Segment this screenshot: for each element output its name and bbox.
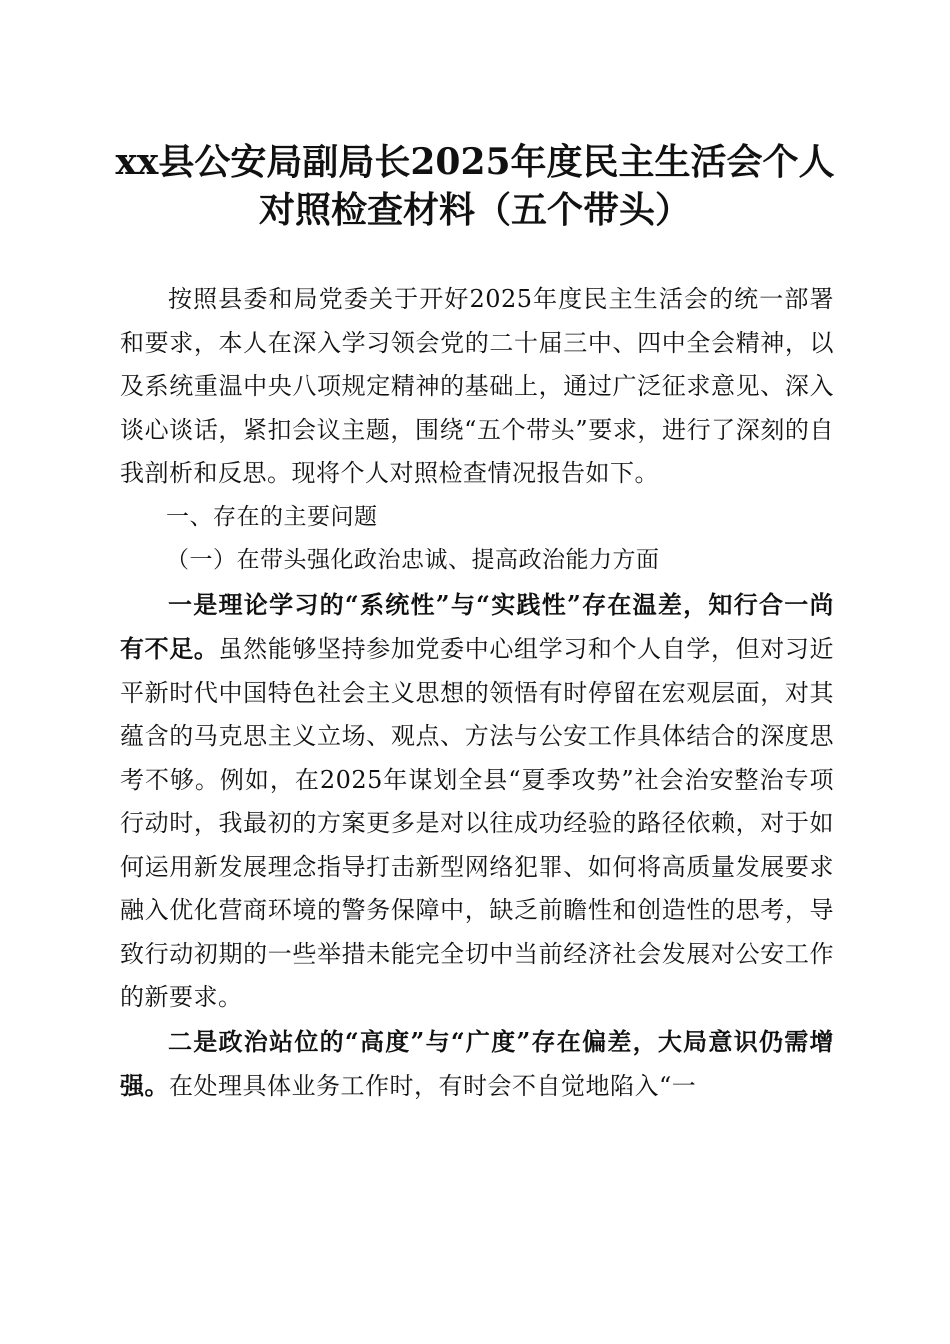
point-2-lead: 二是政治站位的“高度”与“广度”存在偏差，大局意识仍需增强。	[120, 1026, 834, 1100]
document-title	[100, 138, 850, 234]
title-line-1: xx县公安局副局长2025年度民主生活会个人	[115, 141, 835, 183]
point-paragraph-1	[120, 583, 834, 1020]
intro-paragraph: 按照县委和局党委关于开好2025年度民主生活会的统一部署和要求，本人在深入学习领会党的二十届三中、四中全会精神，以及系统重温中央八项规定精神的基础上，通过广泛征求意见、深入谈心谈话，紧扣会议主题，围绕“五个带头”要求，进行了深刻的自我剖析和反思。现将个人对照检查情况报告如下。	[120, 285, 834, 487]
subsection-heading-1: （一）在带头强化政治忠诚、提高政治能力方面	[166, 547, 660, 573]
title-line-2: 对照检查材料（五个带头）	[258, 189, 691, 231]
point-1-body: 虽然能够坚持参加党委中心组学习和个人自学，但对习近平新时代中国特色社会主义思想的领悟有时停留在宏观层面，对其蕴含的马克思主义立场、观点、方法与公安工作具体结合的深度思考不够。例如，在2025年谋划全县“夏季攻势”社会治安整治专项行动时，我最初的方案更多是对以往成功经验的路径依赖，对于如何运用新发展理念指导打击新型网络犯罪、如何将高质量发展要求融入优化营商环境的警务保障中，缺乏前瞻性和创造性的思考，导致行动初期的一些举措未能完全切中当前经济社会发展对公安工作的新要求。	[120, 635, 834, 1011]
point-2-body: 在处理具体业务工作时，有时会不自觉地陷入“一	[169, 1072, 697, 1100]
point-1-lead: 一是理论学习的“系统性”与“实践性”存在温差，知行合一尚有不足。	[120, 589, 834, 663]
section-heading-1: 一、存在的主要问题	[166, 503, 378, 530]
point-paragraph-2	[120, 1020, 834, 1109]
document-body	[120, 278, 834, 1109]
